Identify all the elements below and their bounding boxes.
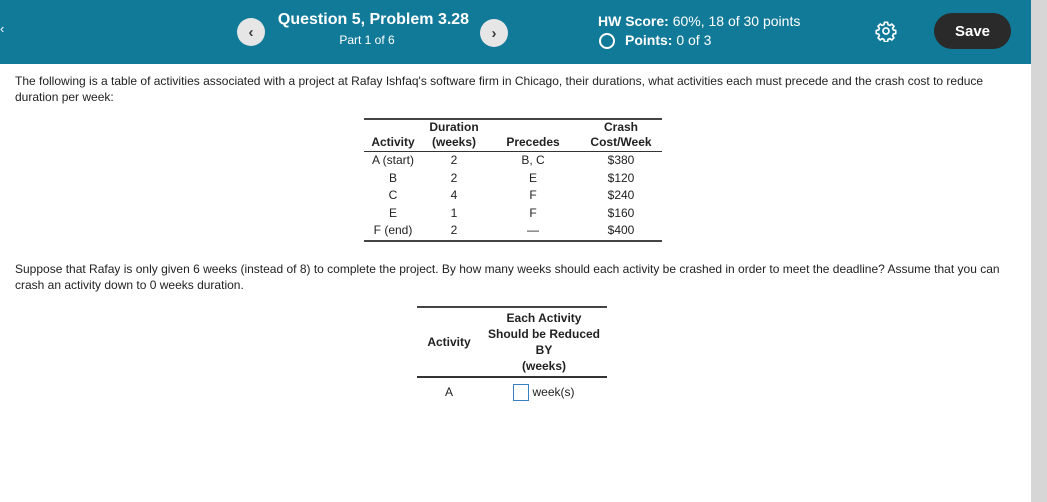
previous-question-button[interactable] [237,18,265,46]
answer-cell-reduction [481,377,607,407]
answer-header-line2: Should be Reduced [487,327,600,341]
answer-header-line4: (weeks) [521,359,567,373]
settings-button[interactable] [875,20,897,42]
hw-score-label: HW Score: [598,13,669,29]
cell-duration: 1 [450,205,458,220]
points [598,32,711,49]
header-precedes: Precedes [486,119,580,152]
cell-cost: $120 [607,170,635,185]
cell-precedes: — [486,222,580,241]
cell-duration: 2 [450,153,458,167]
cell-cost: $240 [607,188,635,202]
next-question-button[interactable] [480,19,508,47]
cell-precedes: F [529,188,537,202]
cell-cost: $400 [580,222,662,241]
answer-header-activity: Activity [417,307,481,377]
reduction-input-a[interactable] [513,384,529,401]
cell-activity: A (start) [371,153,414,167]
hw-score [598,13,800,30]
activity-table [364,118,662,242]
cell-duration: 2 [422,222,486,241]
points-label: Points: [625,32,673,48]
cell-cost: $380 [607,153,635,167]
points-circle-icon [599,33,615,49]
chevron-right-icon: › [491,24,497,42]
cell-precedes: B, C [521,153,545,167]
answer-header-line1: Each Activity [506,311,582,325]
cell-duration: 4 [450,188,458,202]
cell-precedes: F [529,205,537,220]
table-row [364,152,662,170]
cell-activity: C [388,188,398,202]
activity-table-header [364,119,662,152]
answer-header-reduction [481,307,607,377]
question-part: Part 1 of 6 [339,33,395,47]
answer-table-header [417,307,607,377]
question-title: Question 5, Problem 3.28 [277,11,470,28]
header-duration-line2: (weeks) [431,135,477,149]
header-duration [422,119,486,152]
chevron-left-icon: ‹ [248,23,254,41]
left-edge-chevron-icon: ‹ [0,23,5,35]
table-row [364,222,662,241]
cell-activity: B [388,170,397,185]
cell-precedes: E [528,170,537,185]
cell-cost: $160 [607,205,635,220]
cell-activity: E [388,205,397,220]
answer-header-line3: BY [535,343,553,357]
header-crash-cost [580,119,662,152]
points-value: 0 of 3 [676,32,712,48]
answer-field-wrap [513,381,574,403]
problem-intro: The following is a table of activities associated with a project at Rafay Ishfaq's software firm in Chicago, their durations, what activities each must precede and the crash cost to reduce duration per week: [15,74,984,104]
header-activity: Activity [364,119,422,152]
table-row [364,205,662,223]
header-cost-line1: Crash [603,120,638,134]
cell-activity: F (end) [364,222,422,241]
answer-unit: week(s) [532,385,575,399]
cell-duration: 2 [450,170,458,185]
table-row [364,170,662,188]
answer-table [417,306,607,407]
save-button[interactable]: Save [934,13,1011,49]
header-cost-line2: Cost/Week [590,135,652,149]
gear-icon [875,20,897,42]
header-bar [0,0,1031,64]
hw-score-value: 60%, 18 of 30 points [672,13,801,29]
header-duration-line1: Duration [429,120,479,134]
problem-question: Suppose that Rafay is only given 6 weeks (instead of 8) to complete the project. By how many weeks should each activity be crashed in order to meet the deadline? Assume that you can crash an activity down to 0 weeks duration. [15,262,1000,292]
answer-cell-activity: A [444,385,453,400]
answer-row [417,377,607,407]
table-row [364,187,662,205]
page-scrollbar[interactable] [1031,0,1047,502]
